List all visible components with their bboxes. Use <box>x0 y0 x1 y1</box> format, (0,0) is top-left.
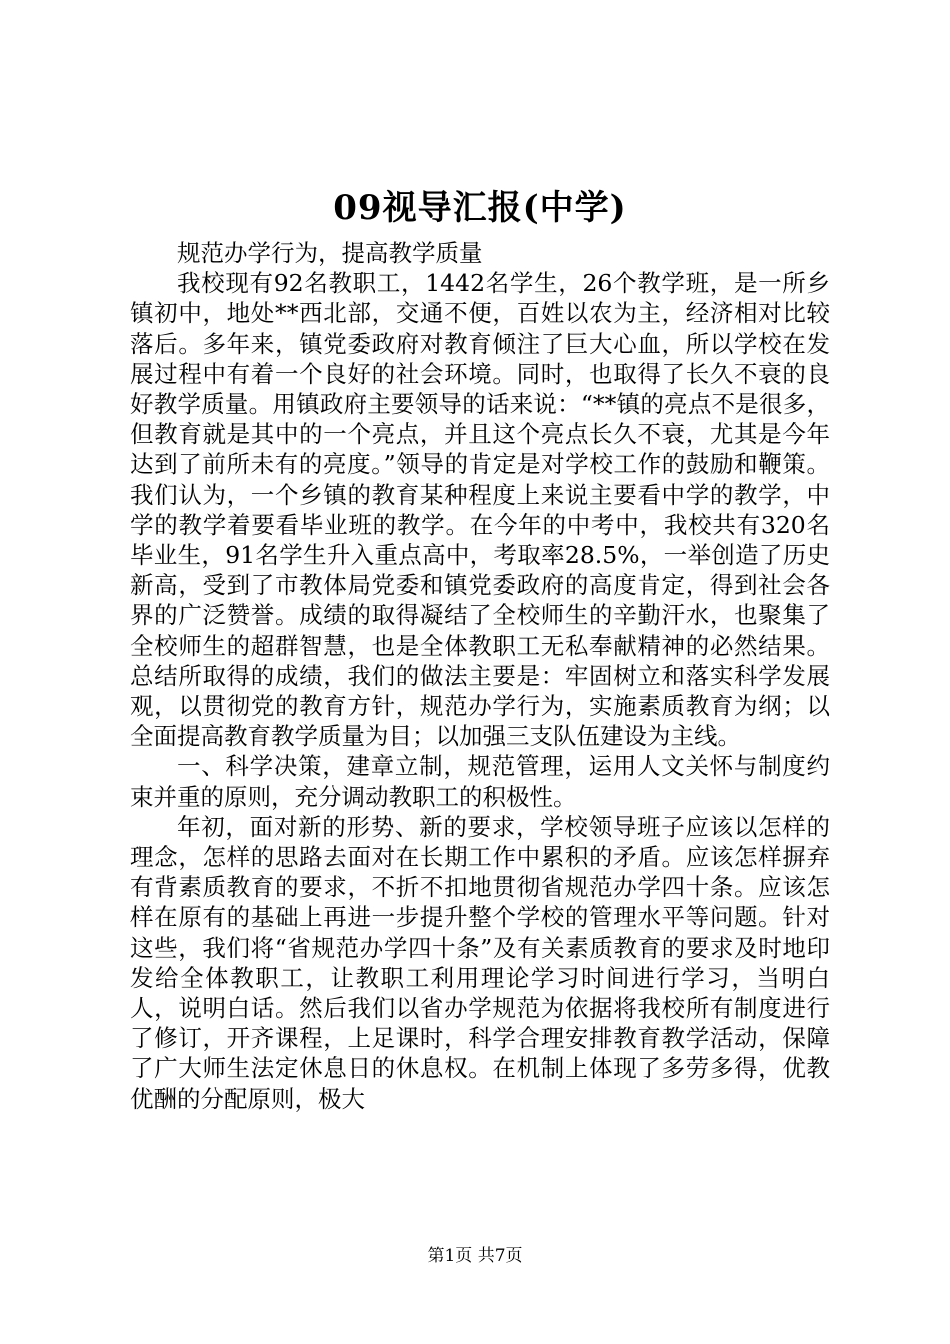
paragraph-subtitle: 规范办学行为，提高教学质量 <box>177 239 483 267</box>
document-title: 09视导汇报(中学) <box>333 188 627 228</box>
document-body <box>130 238 830 1114</box>
paragraph-section-heading: 一、科学决策，建章立制，规范管理，运用人文关怀与制度约束并重的原则，充分调动教职工的积极性。 <box>130 752 830 811</box>
paragraph-section-body: 年初，面对新的形势、新的要求，学校领导班子应该以怎样的理念，怎样的思路去面对在长期工作中累积的矛盾。应该怎样摒弃有背素质教育的要求，不折不扣地贯彻省规范办学四十条。应该怎样在原有的基础上再进一步提升整个学校的管理水平等问题。针对这些，我们将“省规范办学四十条”及有关素质教育的要求及时地印发给全体教职工，让教职工利用理论学习时间进行学习，当明白人，说明白话。然后我们以省办学规范为依据将我校所有制度进行了修订，开齐课程，上足课时，科学合理安排教育教学活动，保障了广大师生法定休息日的休息权。在机制上体现了多劳多得，优教优酬的分配原则，极大 <box>130 812 830 1113</box>
paragraph-intro: 我校现有92名教职工，1442名学生，26个教学班，是一所乡镇初中，地处**西北部，交通不便，百姓以农为主，经济相对比较落后。多年来，镇党委政府对教育倾注了巨大心血，所以学校在发展过程中有着一个良好的社会环境。同时，也取得了长久不衰的良好教学质量。用镇政府主要领导的话来说：“**镇的亮点不是很多，但教育就是其中的一个亮点，并且这个亮点长久不衰，尤其是今年达到了前所未有的亮度。”领导的肯定是对学校工作的鼓励和鞭策。我们认为，一个乡镇的教育某种程度上来说主要看中学的教学，中学的教学着要看毕业班的教学。在今年的中考中，我校共有320名毕业生，91名学生升入重点高中，考取率28.5%，一举创造了历史新高，受到了市教体局党委和镇党委政府的高度肯定，得到社会各界的广泛赞誉。成绩的取得凝结了全校师生的辛勤汗水，也聚集了全校师生的超群智慧，也是全体教职工无私奉献精神的必然结果。总结所取得的成绩，我们的做法主要是：牢固树立和落实科学发展观，以贯彻党的教育方针，规范办学行为，实施素质教育为纲；以全面提高教育教学质量为目；以加强三支队伍建设为主线。 <box>130 269 830 751</box>
page-number-footer: 第1页 共7页 <box>427 1246 523 1266</box>
